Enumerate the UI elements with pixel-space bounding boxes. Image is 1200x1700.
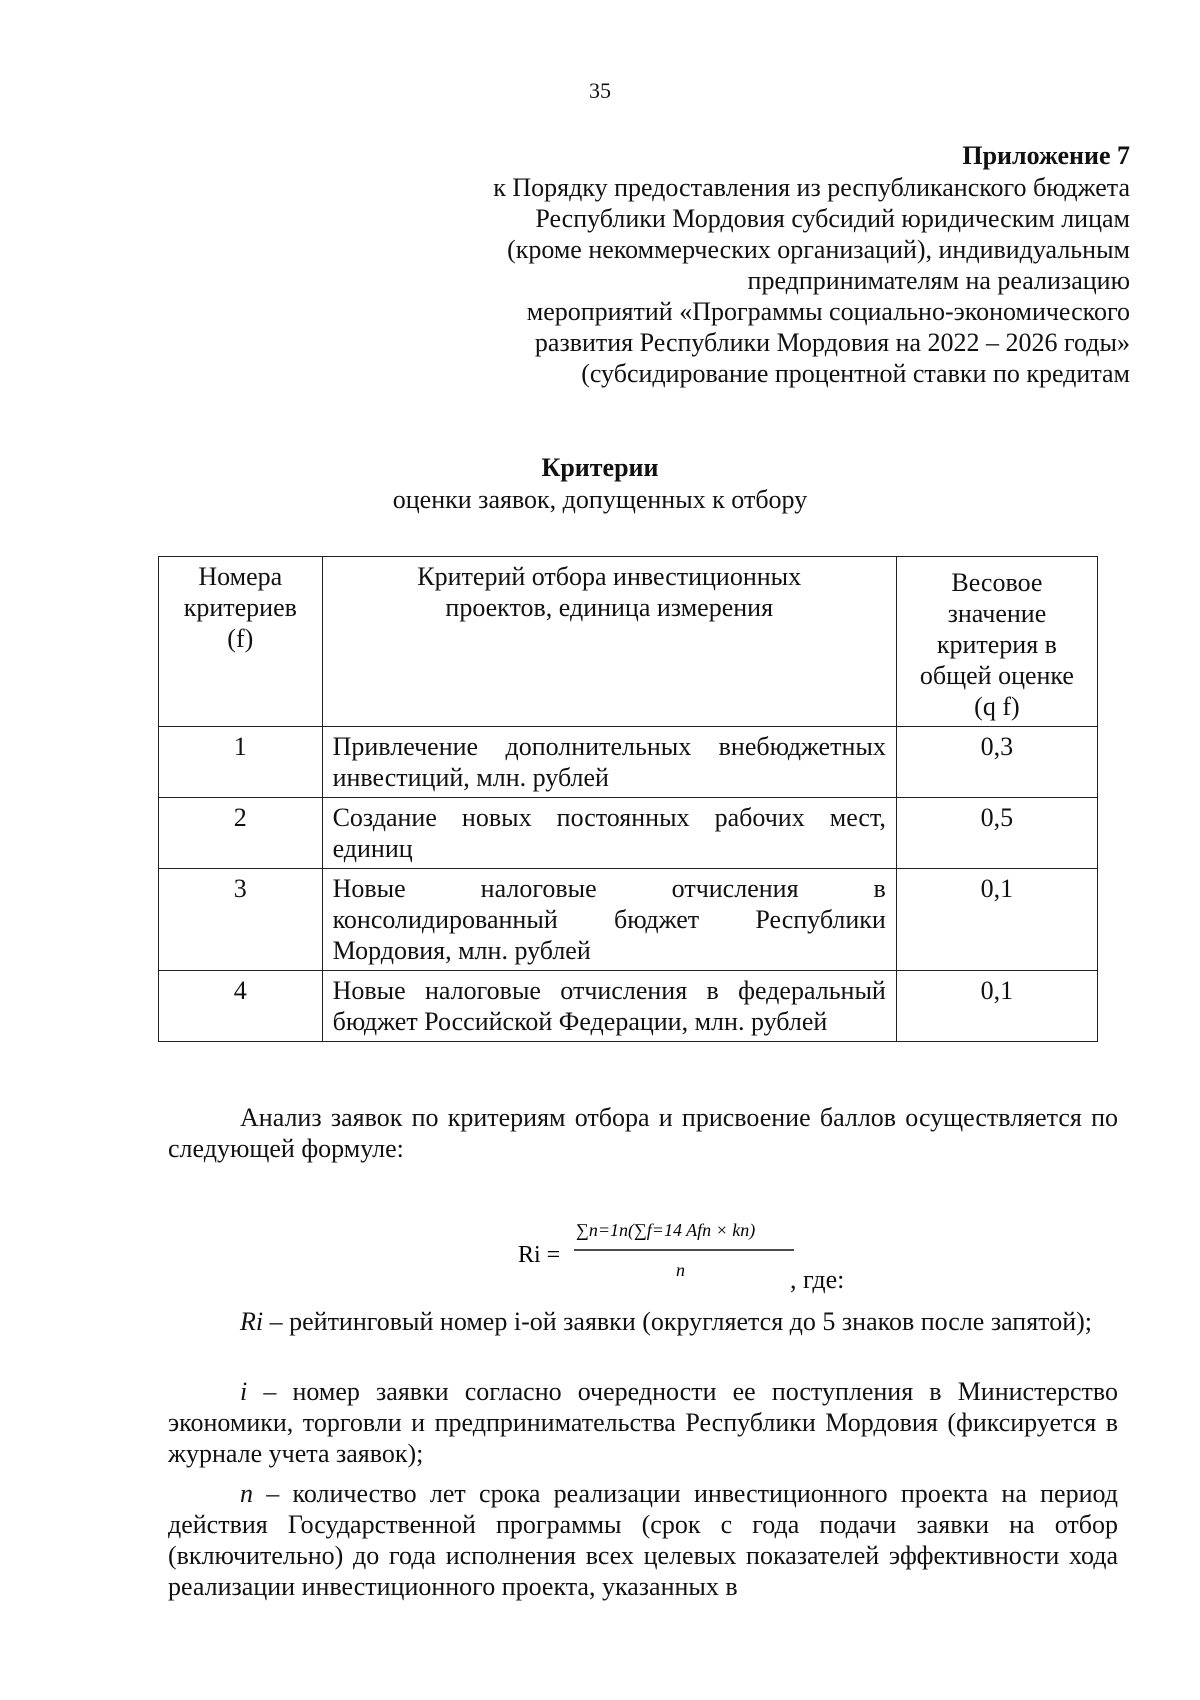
formula-denominator: n [676, 1260, 685, 1280]
header-criterion: Критерий отбора инвестиционных проектов, единица измерения [322, 557, 896, 727]
criteria-title-block [0, 452, 1200, 516]
appendix-title: Приложение 7 [962, 141, 1130, 170]
row-criterion: Новые налоговые отчисления в федеральный бюджет Российской Федерации, млн. рублей [322, 971, 896, 1042]
row-num: 2 [159, 798, 323, 869]
row-criterion: Создание новых постоянных рабочих мест, единиц [322, 798, 896, 869]
criteria-subheading: оценки заявок, допущенных к отбору [392, 485, 808, 514]
table-row [159, 727, 1098, 798]
analysis-paragraph: Анализ заявок по критериям отбора и присвоение баллов осуществляется по следующей формуле: [168, 1103, 1118, 1163]
table-row [159, 869, 1098, 971]
definition-var: n [240, 1479, 253, 1508]
criteria-table [158, 556, 1098, 1042]
definition-n [168, 1478, 1118, 1602]
definition-i [168, 1376, 1118, 1469]
rating-formula [516, 1188, 836, 1298]
appendix-block [370, 140, 1130, 389]
row-weight: 0,5 [896, 798, 1097, 869]
page-number: 35 [589, 78, 611, 103]
appendix-line: (субсидирование процентной ставки по кредитам [581, 359, 1130, 388]
definition-text: – количество лет срока реализации инвестиционного проекта на период действия Государственной программы (срок с года подачи заявки на отбор (включительно) до года исполнения всех целевых показателей эффективности хода реализации инвестиционного проекта, указанных в [168, 1479, 1118, 1601]
row-weight: 0,1 [896, 869, 1097, 971]
appendix-line: мероприятий «Программы социально-экономического [526, 297, 1130, 326]
row-weight: 0,1 [896, 971, 1097, 1042]
row-num: 1 [159, 727, 323, 798]
formula-graphic [516, 1188, 836, 1298]
header-weight: Весовое значение критерия в общей оценке (q f) [896, 557, 1097, 727]
appendix-line: (кроме некоммерческих организаций), индивидуальным [507, 235, 1130, 264]
row-num: 3 [159, 869, 323, 971]
definition-ri [168, 1306, 1118, 1337]
definition-var: Ri [240, 1307, 264, 1336]
row-num: 4 [159, 971, 323, 1042]
appendix-line: Республики Мордовия субсидий юридическим лицам [535, 204, 1130, 233]
row-weight: 0,3 [896, 727, 1097, 798]
row-criterion: Новые налоговые отчисления в консолидированный бюджет Республики Мордовия, млн. рублей [322, 869, 896, 971]
definition-var: i [240, 1377, 248, 1406]
definition-text: – номер заявки согласно очередности ее поступления в Министерство экономики, торговли и предпринимательства Республики Мордовия (фиксируется в журнале учета заявок); [168, 1377, 1118, 1468]
table-row [159, 971, 1098, 1042]
table-row [159, 798, 1098, 869]
formula-lhs: Ri = [518, 1242, 561, 1268]
header-num: Номера критериев (f) [159, 557, 323, 727]
row-criterion: Привлечение дополнительных внебюджетных инвестиций, млн. рублей [322, 727, 896, 798]
where-label: , где: [790, 1265, 845, 1294]
formula-numerator: ∑n=1n(∑f=14 Afn × kn) [576, 1220, 756, 1240]
appendix-line: к Порядку предоставления из республиканского бюджета [493, 173, 1130, 202]
definition-text: – рейтинговый номер i-ой заявки (округляется до 5 знаков после запятой); [263, 1307, 1092, 1336]
appendix-line: развития Республики Мордовия на 2022 – 2026 годы» [534, 328, 1130, 357]
criteria-heading: Критерии [541, 453, 659, 482]
appendix-line: предпринимателям на реализацию [747, 266, 1130, 295]
table-header-row [159, 557, 1098, 727]
